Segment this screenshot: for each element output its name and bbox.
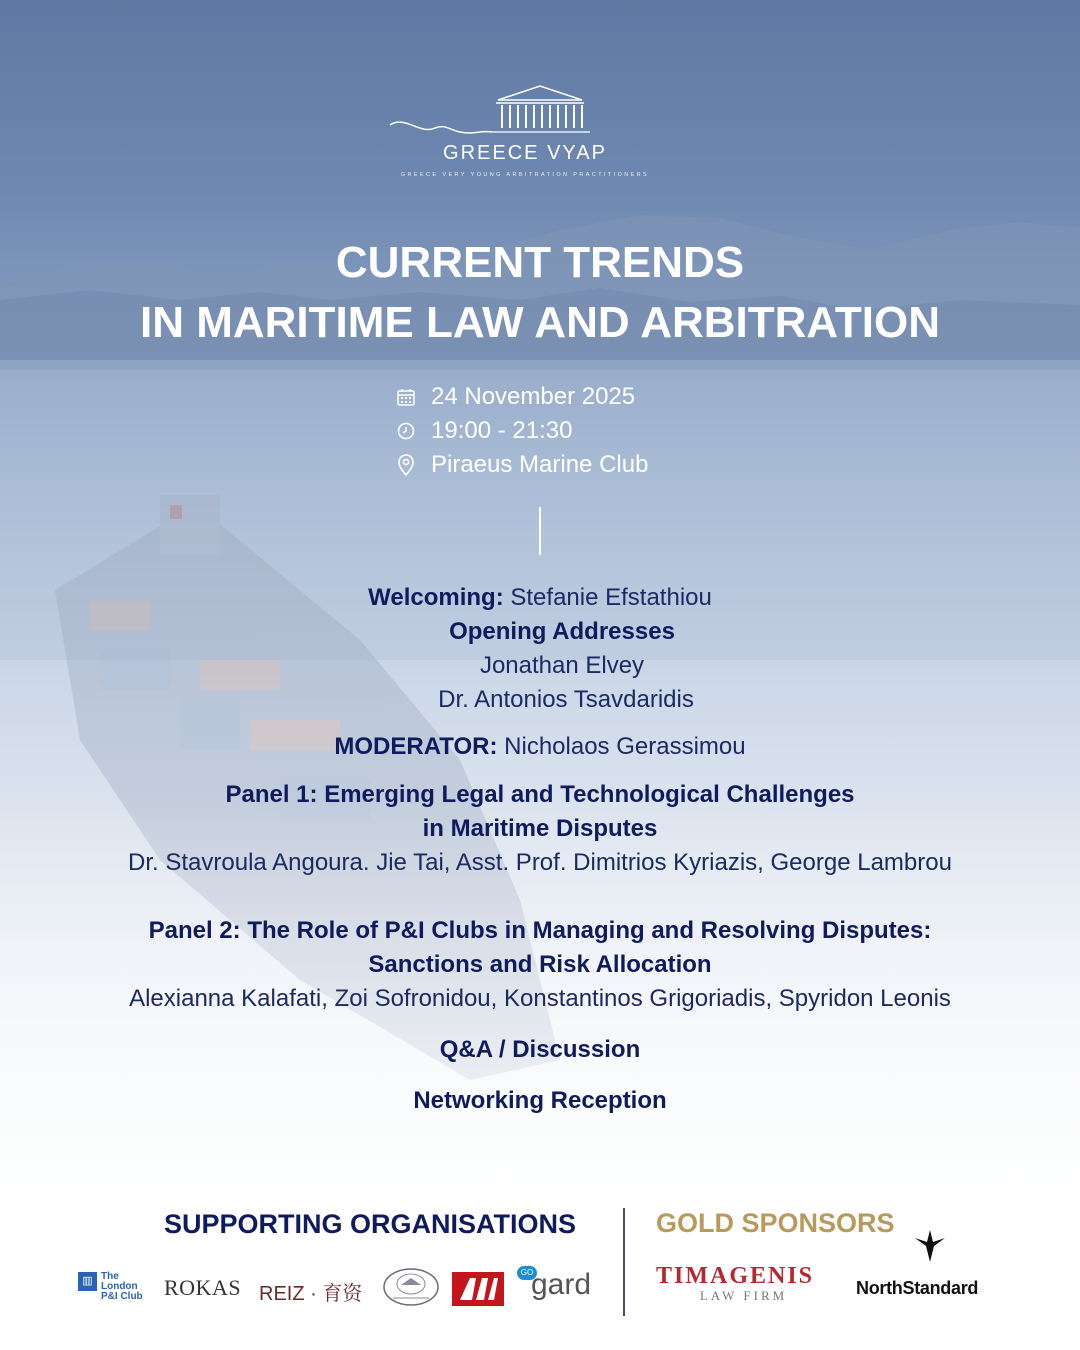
event-time-row (395, 416, 572, 446)
moderator-name: Nicholaos Gerassimou (504, 733, 746, 760)
london-pi-club-logo (78, 1272, 150, 1306)
piraeus-association-seal (383, 1268, 439, 1306)
panel1-title-line-2: in Maritime Disputes (422, 815, 658, 842)
timagenis-subtitle: LAW FIRM (699, 1288, 788, 1303)
london-pi-club-text: The London P&I Club (101, 1271, 143, 1302)
moderator-label: MODERATOR: (334, 733, 498, 760)
supporting-organisations-title: SUPPORTING ORGANISATIONS (164, 1209, 577, 1239)
gold-sponsors-title: GOLD SPONSORS (656, 1208, 895, 1238)
networking-reception: Networking Reception (413, 1087, 667, 1114)
rokas-logo: ROKAS (164, 1275, 242, 1300)
welcoming-label: Welcoming: (368, 584, 504, 611)
am-logo (452, 1272, 504, 1306)
panel2-title-line-1: Panel 2: The Role of P&I Clubs in Managing and Resolving Disputes: (148, 917, 932, 944)
event-date: 24 November 2025 (431, 383, 636, 410)
opening-name-2: Dr. Antonios Tsavdaridis (438, 686, 694, 713)
calendar-icon (395, 386, 417, 408)
event-time: 19:00 - 21:30 (431, 417, 573, 444)
parthenon-icon (380, 80, 670, 140)
location-pin-icon (395, 454, 417, 476)
panel1-title-line-1: Panel 1: Emerging Legal and Technological Challenges (225, 781, 855, 808)
timagenis-logo (656, 1263, 831, 1304)
vertical-divider (539, 507, 541, 555)
gard-logo (517, 1266, 597, 1306)
event-location-row (395, 450, 648, 480)
event-title-line-1: CURRENT TRENDS (335, 238, 745, 287)
gard-badge: GO (517, 1266, 537, 1280)
moderator-line (0, 730, 1080, 764)
northstandard-logo: NorthStandard (856, 1278, 979, 1298)
panel1-speakers: Dr. Stavroula Angoura. Jie Tai, Asst. Prof. Dimitrios Kyriazis, George Lambrou (128, 849, 952, 876)
event-title-line-2: IN MARITIME LAW AND ARBITRATION (139, 298, 941, 347)
london-pi-club-mark: ▥ (78, 1272, 97, 1291)
event-date-row (395, 382, 635, 412)
event-location: Piraeus Marine Club (431, 451, 649, 478)
north-star-icon (912, 1228, 948, 1264)
panel2-title-line-2: Sanctions and Risk Allocation (368, 951, 712, 978)
panel2-speakers: Alexianna Kalafati, Zoi Sofronidou, Konstantinos Grigoriadis, Spyridon Leonis (129, 985, 951, 1012)
timagenis-wordmark: TIMAGENIS (656, 1263, 815, 1289)
brand-name: GREECE VYAP (443, 142, 607, 164)
qa-discussion: Q&A / Discussion (439, 1036, 641, 1063)
opening-name-1: Jonathan Elvey (479, 652, 645, 679)
vyap-logo (380, 80, 670, 190)
brand-tagline: GREECE VERY YOUNG ARBITRATION PRACTITIONERS (400, 172, 650, 178)
footer-separator (623, 1208, 625, 1316)
welcoming-name: Stefanie Efstathiou (510, 584, 712, 611)
opening-label: Opening Addresses (449, 618, 675, 645)
clock-icon (395, 420, 417, 442)
welcoming-line (0, 581, 1080, 615)
reiz-logo: REIZ · 育资 (259, 1283, 363, 1305)
gard-wordmark: gard (531, 1268, 592, 1301)
